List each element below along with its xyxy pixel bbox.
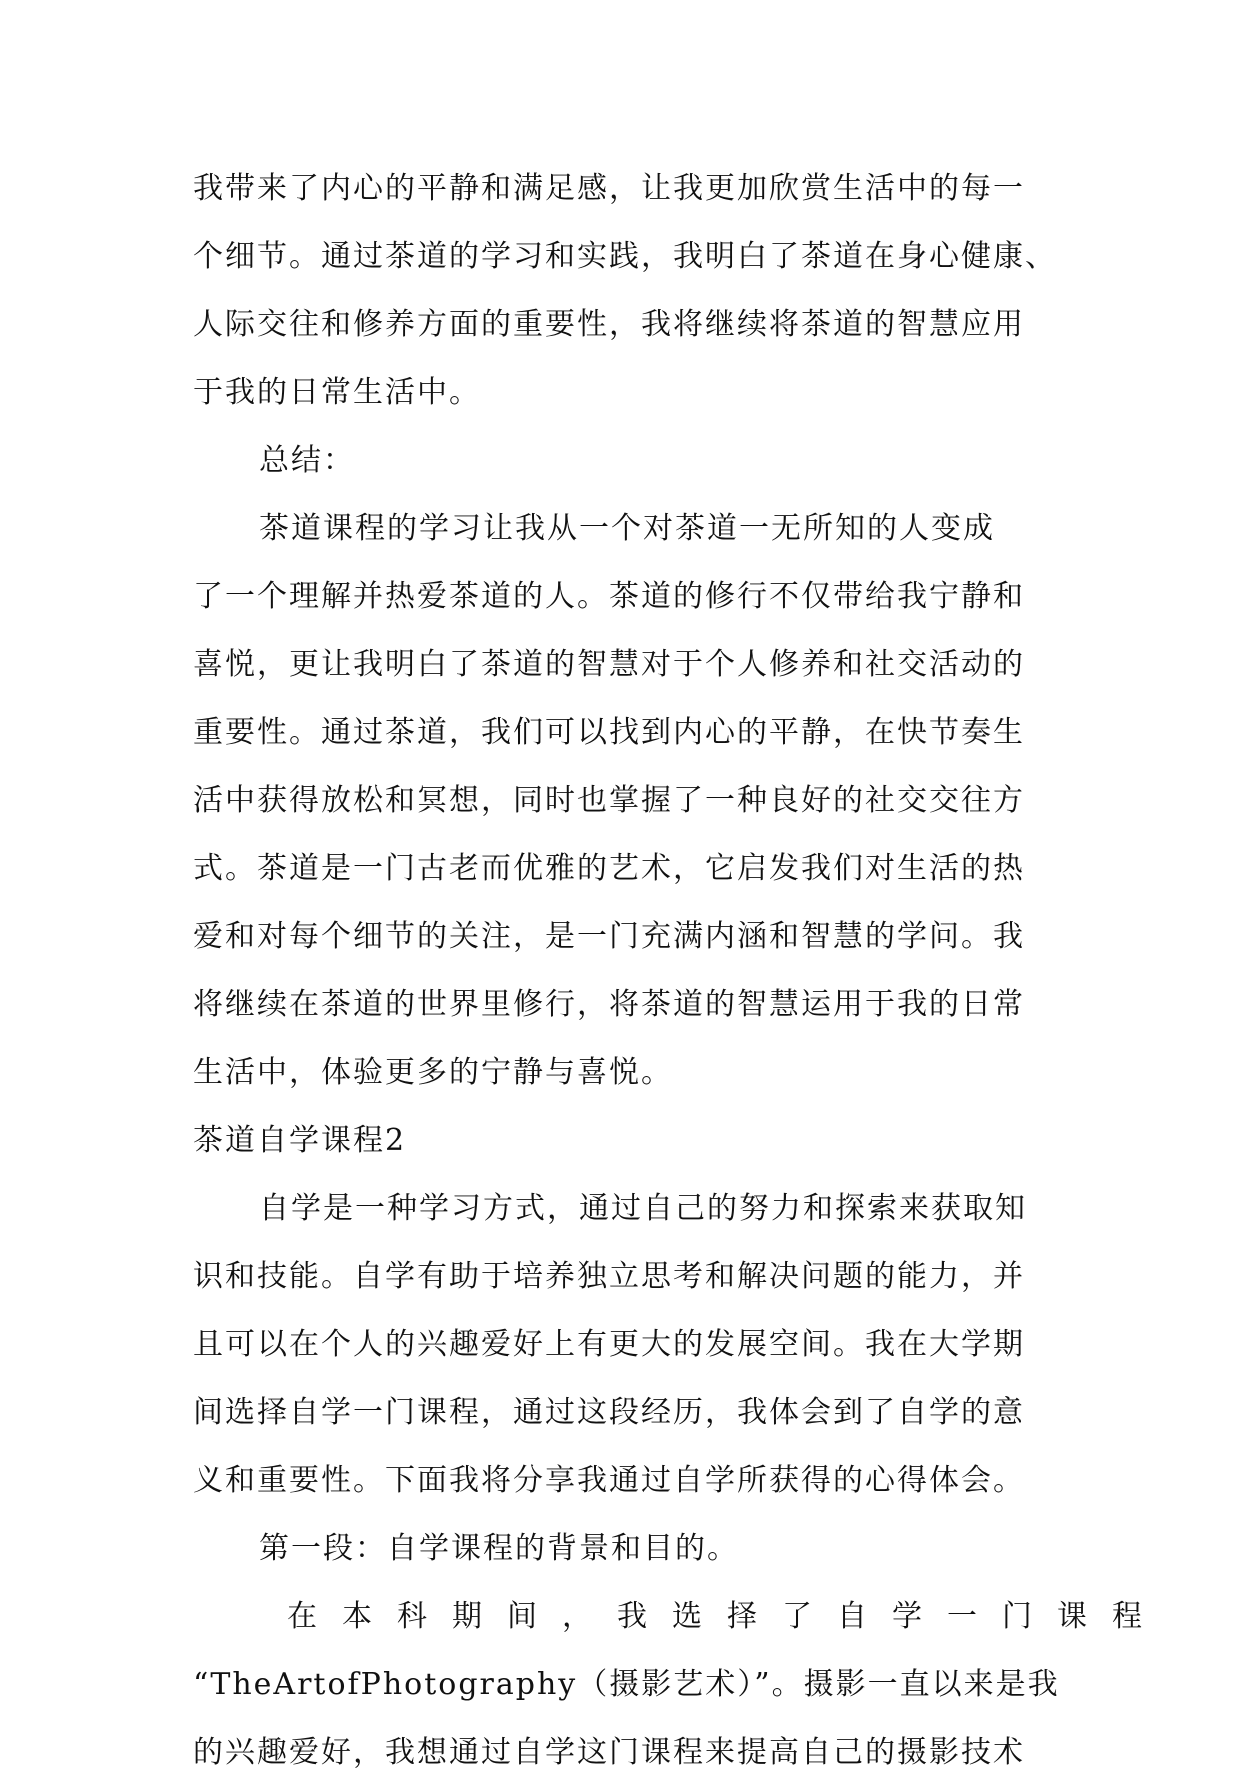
- body-line: 在本科期间，我选择了自学一门课程: [287, 1599, 1167, 1634]
- body-line: 自学是一种学习方式，通过自己的努力和探索来获取知: [259, 1191, 1027, 1226]
- body-line: 人际交往和修养方面的重要性，我将继续将茶道的智慧应用: [193, 307, 1025, 342]
- document-body: [193, 155, 1167, 1787]
- section-title: 茶道自学课程2: [193, 1123, 407, 1158]
- body-line: 识和技能。自学有助于培养独立思考和解决问题的能力，并: [193, 1259, 1025, 1294]
- body-line: 且可以在个人的兴趣爱好上有更大的发展空间。我在大学期: [193, 1327, 1025, 1362]
- body-line: 了一个理解并热爱茶道的人。茶道的修行不仅带给我宁静和: [193, 579, 1025, 614]
- body-line: 间选择自学一门课程，通过这段经历，我体会到了自学的意: [193, 1395, 1025, 1430]
- body-line: 喜悦，更让我明白了茶道的智慧对于个人修养和社交活动的: [193, 647, 1025, 682]
- body-line: 的兴趣爱好，我想通过自学这门课程来提高自己的摄影技术: [193, 1735, 1025, 1770]
- body-line: 重要性。通过茶道，我们可以找到内心的平静，在快节奏生: [193, 715, 1025, 750]
- body-line: 义和重要性。下面我将分享我通过自学所获得的心得体会。: [193, 1463, 1025, 1498]
- body-line: 个细节。通过茶道的学习和实践，我明白了茶道在身心健康、: [193, 239, 1057, 274]
- body-line: 活中获得放松和冥想，同时也掌握了一种良好的社交交往方: [193, 783, 1025, 818]
- body-line: 生活中，体验更多的宁静与喜悦。: [193, 1055, 673, 1090]
- summary-heading: 总结：: [259, 443, 355, 478]
- body-line: 我带来了内心的平静和满足感，让我更加欣赏生活中的每一: [193, 171, 1025, 206]
- body-line: 将继续在茶道的世界里修行，将茶道的智慧运用于我的日常: [193, 987, 1025, 1022]
- body-line: 爱和对每个细节的关注，是一门充满内涵和智慧的学问。我: [193, 919, 1025, 954]
- body-line: “TheArtofPhotography（摄影艺术）”。摄影一直以来是我: [193, 1667, 1060, 1702]
- paragraph-heading: 第一段：自学课程的背景和目的。: [259, 1531, 739, 1566]
- body-line: 于我的日常生活中。: [193, 375, 481, 410]
- body-line: 茶道课程的学习让我从一个对茶道一无所知的人变成: [259, 511, 995, 546]
- body-line: 式。茶道是一门古老而优雅的艺术，它启发我们对生活的热: [193, 851, 1025, 886]
